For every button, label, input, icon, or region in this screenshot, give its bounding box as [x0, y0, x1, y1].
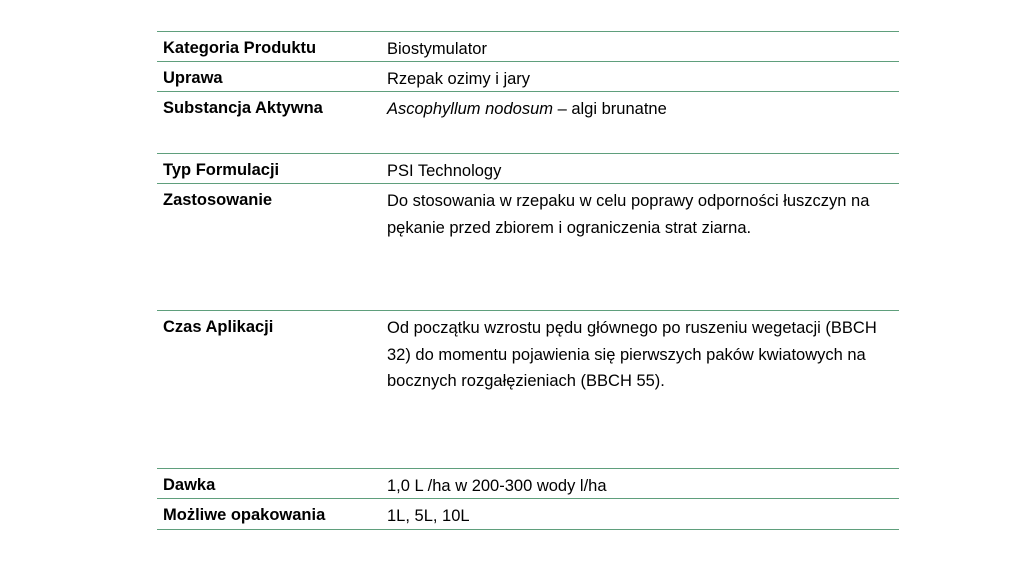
row-value: Biostymulator	[387, 40, 487, 58]
row-value	[387, 96, 887, 123]
row-value: PSI Technology	[387, 162, 502, 180]
row-label: Dawka	[163, 476, 216, 494]
row-label: Czas Aplikacji	[163, 318, 274, 336]
row-value: 1L, 5L, 10L	[387, 507, 470, 525]
table-row-category	[157, 31, 899, 61]
row-value: Rzepak ozimy i jary	[387, 70, 531, 88]
table-row-dose	[157, 468, 899, 498]
row-value: Od początku wzrostu pędu głównego po ruszeniu wegetacji (BBCH 32) do momentu pojawienia się pierwszych paków kwiatowych na bocznych rozgałęzieniach (BBCH 55).	[387, 319, 877, 390]
table-row-packaging	[157, 498, 899, 530]
table-row-crop	[157, 61, 899, 91]
row-label: Substancja Aktywna	[163, 99, 323, 117]
row-value: 1,0 L /ha w 200-300 wody l/ha	[387, 477, 607, 495]
species-name: Ascophyllum nodosum	[387, 100, 553, 118]
row-label: Typ Formulacji	[163, 161, 280, 179]
table-row-active-substance	[157, 91, 899, 153]
row-label: Zastosowanie	[163, 191, 273, 209]
row-label: Możliwe opakowania	[163, 506, 326, 524]
species-description: – algi brunatne	[553, 100, 667, 118]
table-row-application-time	[157, 310, 899, 468]
row-label: Kategoria Produktu	[163, 39, 317, 57]
product-spec-table	[157, 31, 899, 530]
table-row-usage	[157, 183, 899, 310]
row-label: Uprawa	[163, 69, 223, 87]
table-row-formulation	[157, 153, 899, 183]
row-value: Do stosowania w rzepaku w celu poprawy odporności łuszczyn na pękanie przed zbiorem i ograniczenia strat ziarna.	[387, 192, 870, 237]
